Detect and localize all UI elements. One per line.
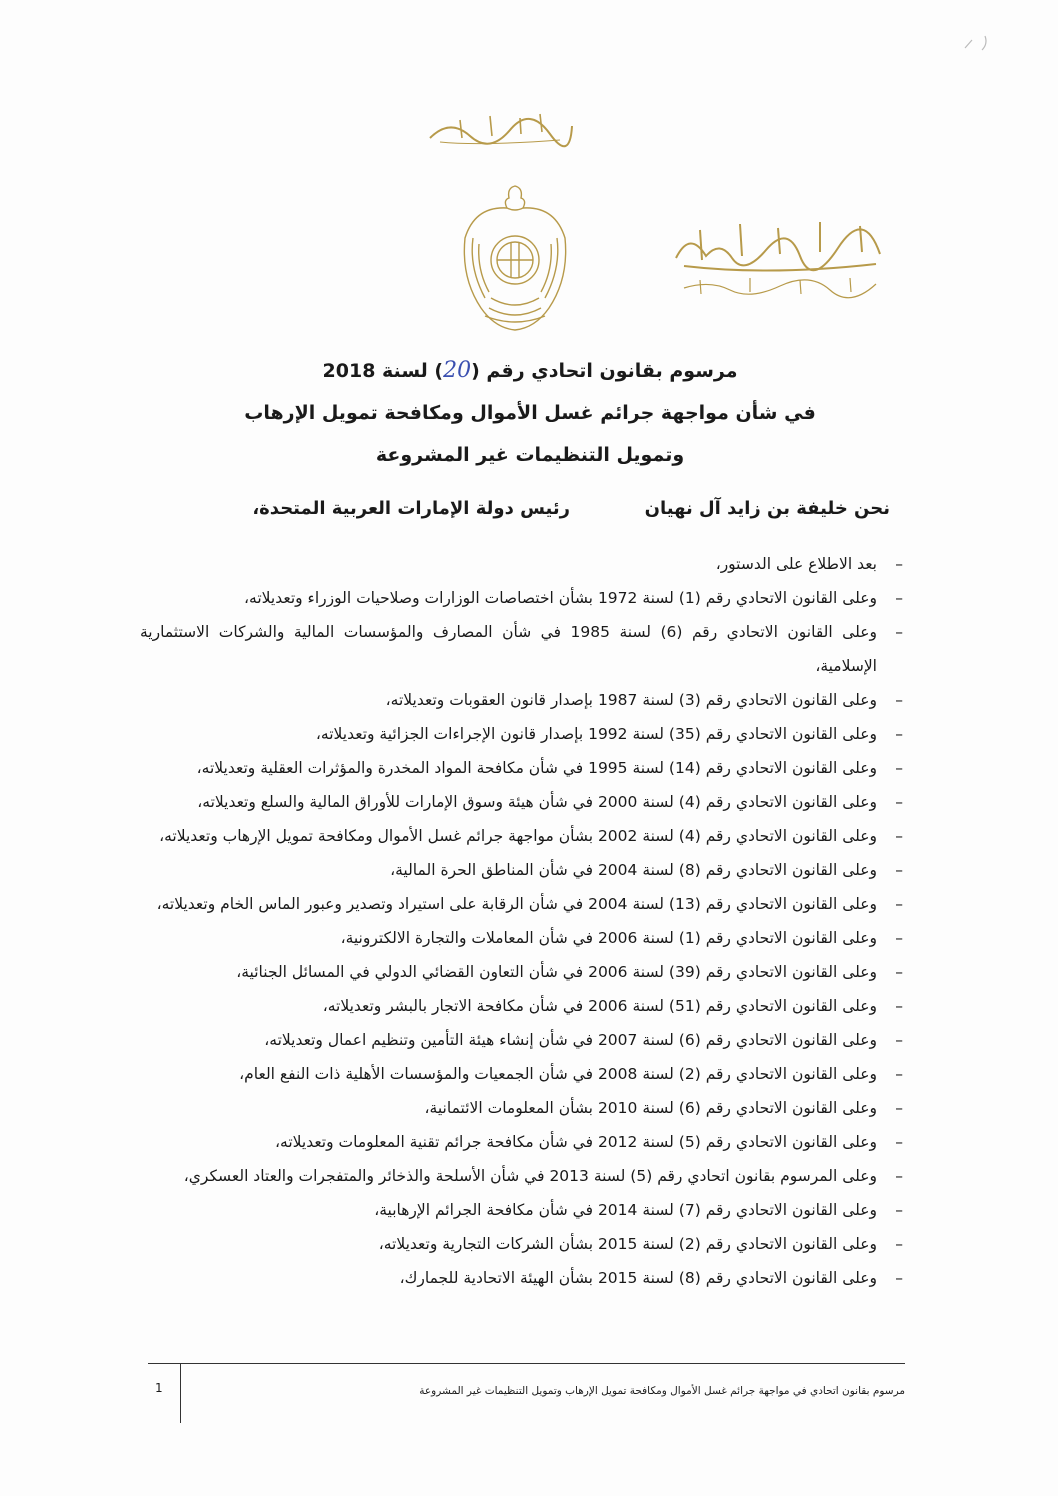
bullet-dash: – bbox=[895, 691, 903, 709]
recital-text: وعلى القانون الاتحادي رقم (7) لسنة 2014 في شأن مكافحة الجرائم الإرهابية، bbox=[374, 1201, 877, 1219]
recital-text: وعلى القانون الاتحادي رقم (51) لسنة 2006 في شأن مكافحة الاتجار بالبشر وتعديلاته، bbox=[322, 997, 877, 1015]
basmala-calligraphy bbox=[420, 108, 580, 148]
title-line-3: وتمويل التنظيمات غير المشروعة bbox=[375, 444, 685, 466]
bullet-dash: – bbox=[895, 997, 903, 1015]
bullet-dash: – bbox=[895, 555, 903, 573]
recital-text: وعلى القانون الاتحادي رقم (14) لسنة 1995 في شأن مكافحة المواد المخدرة والمؤثرات العقلية وتعديلاته، bbox=[196, 759, 877, 777]
recital-item bbox=[140, 853, 905, 887]
recital-text: وعلى القانون الاتحادي رقم (1) لسنة 1972 بشأن اختصاصات الوزارات وصلاحيات الوزراء وتعديلاته، bbox=[244, 589, 877, 607]
preamble bbox=[120, 498, 890, 530]
preamble-we: نحن خليفة بن زايد آل نهيان bbox=[644, 498, 890, 519]
recital-item bbox=[140, 615, 905, 683]
recital-item bbox=[140, 989, 905, 1023]
bullet-dash: – bbox=[895, 861, 903, 879]
recital-item bbox=[140, 581, 905, 615]
recital-text: وعلى المرسوم بقانون اتحادي رقم (5) لسنة 2013 في شأن الأسلحة والذخائر والمتفجرات والعتاد العسكري، bbox=[183, 1167, 877, 1185]
recital-item bbox=[140, 1091, 905, 1125]
decree-number-handwritten: 20 bbox=[443, 358, 472, 383]
bullet-dash: – bbox=[895, 1133, 903, 1151]
recital-text: وعلى القانون الاتحادي رقم (8) لسنة 2004 في شأن المناطق الحرة المالية، bbox=[390, 861, 877, 879]
recital-text: وعلى القانون الاتحادي رقم (6) لسنة 2007 في شأن إنشاء هيئة التأمين وتنظيم اعمال وتعديلاته، bbox=[264, 1031, 877, 1049]
recital-item bbox=[140, 1057, 905, 1091]
page-number: 1 bbox=[155, 1381, 163, 1395]
title-line-1 bbox=[150, 350, 910, 392]
bullet-dash: – bbox=[895, 725, 903, 743]
signature-khalifa bbox=[670, 210, 890, 305]
decree-title bbox=[150, 350, 910, 476]
recital-text: وعلى القانون الاتحادي رقم (2) لسنة 2015 بشأن الشركات التجارية وتعديلاته، bbox=[378, 1235, 877, 1253]
bullet-dash: – bbox=[895, 963, 903, 981]
bullet-dash: – bbox=[895, 929, 903, 947]
bullet-dash: – bbox=[895, 827, 903, 845]
recital-text: وعلى القانون الاتحادي رقم (35) لسنة 1992 بإصدار قانون الإجراءات الجزائية وتعديلاته، bbox=[315, 725, 877, 743]
bullet-dash: – bbox=[895, 1099, 903, 1117]
recital-item bbox=[140, 955, 905, 989]
bullet-dash: – bbox=[895, 1201, 903, 1219]
footer-vertical-divider bbox=[180, 1363, 181, 1423]
recital-item bbox=[140, 1125, 905, 1159]
title-prefix: مرسوم بقانون اتحادي رقم ( bbox=[471, 360, 738, 382]
recital-text: وعلى القانون الاتحادي رقم (13) لسنة 2004 في شأن الرقابة على استيراد وتصدير وعبور الماس الخام وتعديلاته، bbox=[156, 895, 877, 913]
recital-text: وعلى القانون الاتحادي رقم (1) لسنة 2006 في شأن المعاملات والتجارة الالكترونية، bbox=[340, 929, 877, 947]
recital-item bbox=[140, 1227, 905, 1261]
recital-item bbox=[140, 1023, 905, 1057]
recital-item bbox=[140, 717, 905, 751]
footer-divider bbox=[148, 1363, 905, 1364]
preamble-president: رئيس دولة الإمارات العربية المتحدة، bbox=[252, 498, 570, 519]
bullet-dash: – bbox=[895, 1167, 903, 1185]
recitals-list bbox=[140, 547, 905, 1295]
recital-item bbox=[140, 819, 905, 853]
bullet-dash: – bbox=[895, 1031, 903, 1049]
title-line-2: في شأن مواجهة جرائم غسل الأموال ومكافحة تمويل الإرهاب bbox=[244, 402, 816, 424]
recital-item bbox=[140, 887, 905, 921]
recital-text: وعلى القانون الاتحادي رقم (39) لسنة 2006 في شأن التعاون القضائي الدولي في المسائل الجنائية، bbox=[236, 963, 877, 981]
recital-text: وعلى القانون الاتحادي رقم (3) لسنة 1987 بإصدار قانون العقوبات وتعديلاته، bbox=[385, 691, 877, 709]
bullet-dash: – bbox=[895, 1065, 903, 1083]
bullet-dash: – bbox=[895, 589, 903, 607]
bullet-dash: – bbox=[895, 793, 903, 811]
pen-mark-icon bbox=[960, 30, 1000, 55]
bullet-dash: – bbox=[895, 1269, 903, 1287]
uae-emblem-icon bbox=[455, 178, 575, 338]
recital-item bbox=[140, 1159, 905, 1193]
recital-text: بعد الاطلاع على الدستور، bbox=[715, 555, 877, 573]
recital-item bbox=[140, 1193, 905, 1227]
title-suffix: ) لسنة 2018 bbox=[322, 360, 444, 382]
bullet-dash: – bbox=[895, 895, 903, 913]
recital-text: وعلى القانون الاتحادي رقم (2) لسنة 2008 في شأن الجمعيات والمؤسسات الأهلية ذات النفع العام، bbox=[239, 1065, 877, 1083]
recital-item bbox=[140, 921, 905, 955]
recital-item bbox=[140, 683, 905, 717]
footer-running-title: مرسوم بقانون اتحادي في مواجهة جرائم غسل الأموال ومكافحة تمويل الإرهاب وتمويل التنظيمات غير المشروعة bbox=[419, 1385, 905, 1397]
bullet-dash: – bbox=[895, 623, 903, 641]
recital-text: وعلى القانون الاتحادي رقم (8) لسنة 2015 بشأن الهيئة الاتحادية للجمارك، bbox=[399, 1269, 877, 1287]
recital-text: وعلى القانون الاتحادي رقم (6) لسنة 2010 بشأن المعلومات الائتمانية، bbox=[424, 1099, 877, 1117]
recital-item bbox=[140, 1261, 905, 1295]
recital-item bbox=[140, 785, 905, 819]
recital-text: وعلى القانون الاتحادي رقم (4) لسنة 2002 بشأن مواجهة جرائم غسل الأموال ومكافحة تمويل الإرهاب وتعديلاته، bbox=[159, 827, 877, 845]
recital-item bbox=[140, 751, 905, 785]
bullet-dash: – bbox=[895, 1235, 903, 1253]
bullet-dash: – bbox=[895, 759, 903, 777]
recital-text: وعلى القانون الاتحادي رقم (5) لسنة 2012 في شأن مكافحة جرائم تقنية المعلومات وتعديلاته، bbox=[275, 1133, 877, 1151]
recital-text: وعلى القانون الاتحادي رقم (6) لسنة 1985 في شأن المصارف والمؤسسات المالية والشركات الاستثمارية الإسلامية، bbox=[140, 623, 877, 675]
recital-text: وعلى القانون الاتحادي رقم (4) لسنة 2000 في شأن هيئة وسوق الإمارات للأوراق المالية والسلع وتعديلاته، bbox=[197, 793, 877, 811]
recital-item bbox=[140, 547, 905, 581]
